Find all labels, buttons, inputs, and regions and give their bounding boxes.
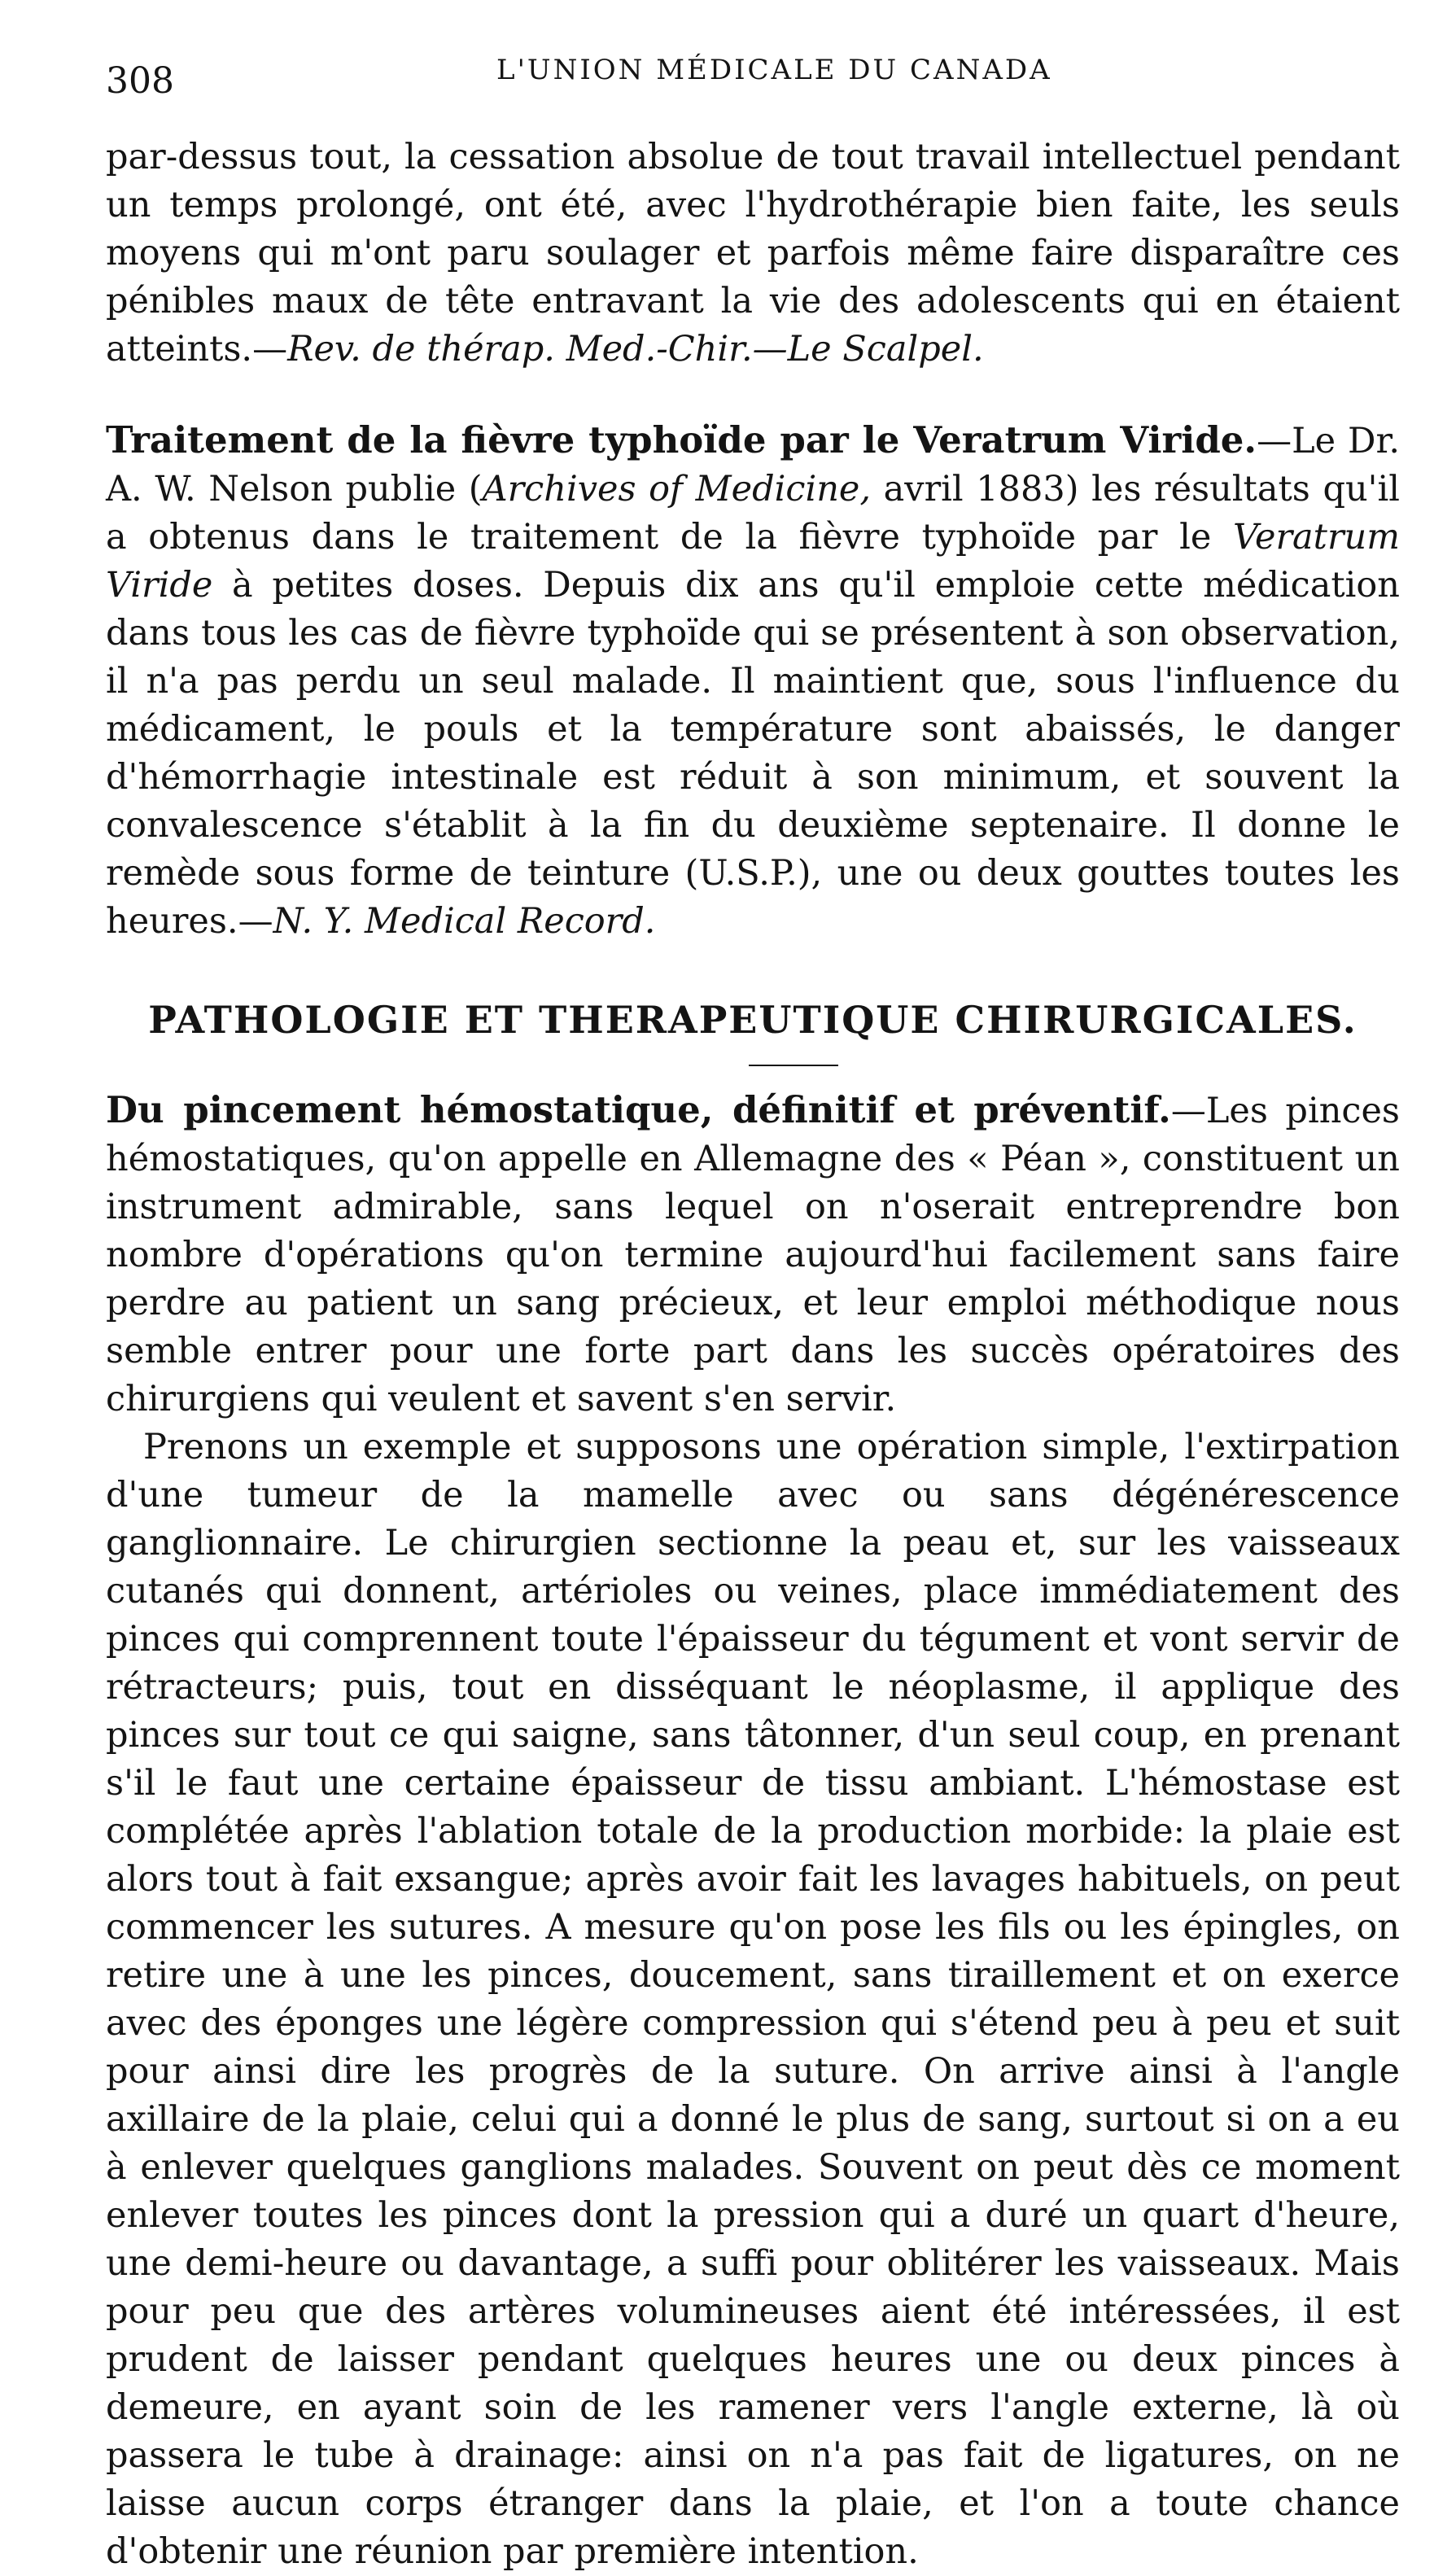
continued-article-source: Rev. de thérap. Med.-Chir.—Le Scalpel.	[287, 329, 984, 370]
section-heading: PATHOLOGIE ET THERAPEUTIQUE CHIRURGICALES.	[148, 998, 1357, 1042]
running-head	[106, 36, 1393, 102]
pincement-text-1: —Les pinces hémostatiques, qu'on appelle en Allemagne des « Péan », constituent un instrument admirable, sans lequel on n'oserait entreprendre bon nombre d'opérations qu'on termine aujourd'hui facilement sans faire perdre au patient un sang précieux, et leur emploi méthodique nous semble entrer pour une forte part dans les succès opératoires des chirurgiens qui veulent et savent s'en servir.	[106, 1091, 1400, 1419]
veratrum-article-paragraph	[106, 416, 1400, 946]
veratrum-text-2: avril 1883) les résultats qu'il a obtenus dans le traitement de la fièvre typhoïde par le	[106, 469, 1400, 558]
pincement-paragraph-2: Prenons un exemple et supposons une opération simple, l'extirpation d'une tumeur de la mamelle avec ou sans dégénérescence ganglionnaire. Le chirurgien sectionne la peau et, sur les vaisseaux cutanés qui donnent, artérioles ou veines, place immédiatement des pinces qui comprennent toute l'épaisseur du tégument et vont servir de rétracteurs; puis, tout en disséquant le néoplasme, il applique des pinces sur tout ce qui saigne, sans tâtonner, d'un seul coup, en prenant s'il le faut une certaine épaisseur de tissu ambiant. L'hémostase est complétée après l'ablation totale de la production morbide: la plaie est alors tout à fait exsangue; après avoir fait les lavages habituels, on peut commencer les sutures. A mesure qu'on pose les fils ou les épingles, on retire une à une les pinces, doucement, sans tiraillement et on exerce avec des éponges une légère compression qui s'étend peu à peu et suit pour ainsi dire les progrès de la suture. On arrive ainsi à l'angle axillaire de la plaie, celui qui a donné le plus de sang, surtout si on a eu à enlever quelques ganglions malades. Souvent on peut dès ce moment enlever toutes les pinces dont la pression qui a duré un quart d'heure, une demi-heure ou davantage, a suffi pour oblitérer les vaisseaux. Mais pour peu que des artères volumineuses aient été intéressées, il est prudent de laisser pendant quelques heures une ou deux pinces à demeure, en ayant soin de les ramener vers l'angle externe, là où passera le tube à drainage: ainsi on n'a pas fait de ligatures, on ne laisse aucun corps étranger dans la plaie, et l'on a toute chance d'obtenir une réunion par première intention.	[106, 1427, 1400, 2572]
veratrum-drug-name: Veratrum Viride	[106, 517, 1400, 606]
veratrum-citation: Archives of Medicine,	[482, 469, 872, 510]
text-column	[106, 133, 1400, 2576]
pincement-paragraph-1	[106, 1086, 1400, 1424]
veratrum-article-title: Traitement de la fièvre typhoïde par le Veratrum Viride.	[106, 418, 1257, 461]
section-divider-rule	[749, 1065, 838, 1066]
veratrum-source: N. Y. Medical Record.	[273, 901, 656, 942]
continued-article-text: par-dessus tout, la cessation absolue de tout travail intellectuel pendant un temps prolongé, ont été, avec l'hydrothérapie bien faite, les seuls moyens qui m'ont paru soulager et parfois même faire disparaître ces pénibles maux de tête entravant la vie des adolescents qui en étaient atteints.—	[106, 137, 1400, 370]
page-number: 308	[106, 60, 174, 102]
veratrum-text-1: —Le Dr. A. W. Nelson publie (	[106, 421, 1400, 510]
journal-title: L'UNION MÉDICALE DU CANADA	[496, 54, 1052, 86]
continued-article-paragraph	[106, 133, 1400, 374]
veratrum-text-3: à petites doses. Depuis dix ans qu'il emploie cette médication dans tous les cas de fièvre typhoïde qui se présentent à son observation, il n'a pas perdu un seul malade. Il maintient que, sous l'influence du médicament, le pouls et la température sont abaissés, le danger d'hémorrhagie intestinale est réduit à son minimum, et souvent la convalescence s'établit à la fin du deuxième septenaire. Il donne le remède sous forme de teinture (U.S.P.), une ou deux gouttes toutes les heures.—	[106, 565, 1400, 942]
pincement-article-title: Du pincement hémostatique, définitif et préventif.	[106, 1088, 1171, 1131]
spacer	[106, 374, 1400, 416]
